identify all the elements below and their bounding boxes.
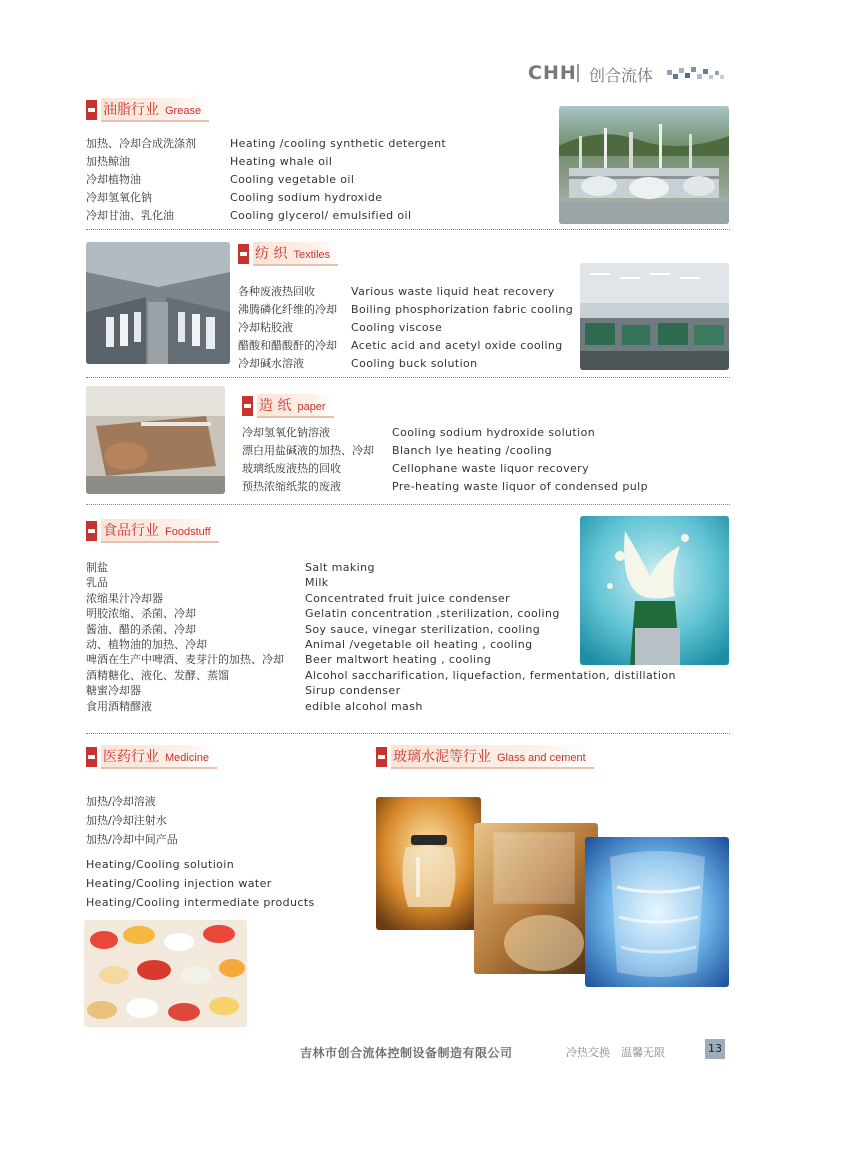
textiles-list-en [351,283,573,373]
list-item: 沸腾磷化纤维的冷却 [238,303,337,316]
list-item: Blanch lye heating /cooling [392,444,553,457]
section-title-cn: 纺 织 [255,246,288,262]
list-item: 醋酸和醋酸酐的冷却 [238,339,337,352]
section-divider [86,377,730,378]
list-item: 酱油、醋的杀菌、冷却 [86,622,196,636]
chh-logo-icon [86,747,97,767]
list-item: Heating /cooling synthetic detergent [230,137,447,150]
list-item: Cooling sodium hydroxide solution [392,426,596,439]
list-item: Milk [305,576,329,590]
brand-mosaic-icon [667,66,725,80]
section-divider [86,504,730,505]
list-item: 啤酒在生产中啤酒、麦芽汁的加热、冷却 [86,653,284,667]
list-item: 食用酒精醪液 [86,699,152,713]
list-item: Animal /vegetable oil heating , cooling [305,637,533,651]
list-item: Sirup condenser [305,684,401,698]
list-item: Soy sauce, vinegar sterilization, cooling [305,622,541,636]
section-divider [86,229,730,230]
list-item: Boiling phosphorization fabric cooling [351,303,574,316]
section-title-cn: 油脂行业 [103,102,159,118]
list-item: 糖蜜冷却器 [86,684,141,698]
list-item: 浓缩果汁冷却器 [86,591,163,605]
paper-list-cn [242,424,374,496]
grease-list-cn [86,135,196,225]
list-item: 冷却碱水溶液 [238,357,304,370]
paper-machine-photo [86,386,225,494]
list-item: Various waste liquid heat recovery [351,285,555,298]
list-item: Cooling sodium hydroxide [230,191,383,204]
glass-jar-photo [376,797,481,930]
list-item: Heating/Cooling injection water [86,877,272,890]
list-item: 加热/冷却中间产品 [86,833,178,846]
slogan: 冷热交换 温馨无限 [566,1046,665,1059]
list-item: 冷却粘胶液 [238,321,293,334]
section-header-medicine [86,745,217,769]
brand-name-cn: 创合流体 [589,66,654,85]
list-item: 加热/冷却注射水 [86,814,167,827]
chh-logo-icon [86,521,97,541]
brand-separator [577,64,579,82]
section-title-cn: 医药行业 [103,749,159,765]
list-item: 冷却氢氧化钠溶液 [242,426,330,439]
section-header-textiles [238,242,338,266]
pills-photo [84,920,247,1027]
textiles-list-cn [238,283,337,373]
list-item: Heating/Cooling intermediate products [86,896,315,909]
list-item: 冷却植物油 [86,173,141,186]
chh-logo-icon [86,100,97,120]
chh-logo-icon [238,244,249,264]
list-item: Cooling buck solution [351,357,478,370]
section-title-cn: 造 纸 [259,398,292,414]
list-item: Heating/Cooling solutioin [86,858,235,871]
list-item: Cooling viscose [351,321,443,334]
section-divider [86,733,730,734]
chh-logo-icon [376,747,387,767]
list-item: Alcohol saccharification, liquefaction, fermentation, distillation [305,668,676,682]
section-header-paper [242,394,334,418]
section-header-foodstuff [86,519,219,543]
list-item: Gelatin concentration ,sterilization, cooling [305,607,560,621]
list-item: 各种废液热回收 [238,285,315,298]
section-title-cn: 玻璃水泥等行业 [393,749,491,765]
section-title-en: paper [297,401,326,413]
list-item: 冷却氢氧化钠 [86,191,152,204]
list-item: Salt making [305,561,375,574]
section-header-grease [86,98,209,122]
list-item: 明胶浓缩、杀菌、冷却 [86,607,196,621]
list-item: Beer maltwort heating , cooling [305,653,492,667]
list-item: Cooling vegetable oil [230,173,355,186]
section-title-en: Glass and cement [497,752,586,764]
medicine-list-cn [86,792,178,849]
blue-glass-photo [585,837,729,987]
list-item: 加热、冷却合成洗涤剂 [86,137,196,150]
glass-vessels-photo [474,823,598,974]
weaving-hall-photo [580,263,729,370]
page-number: 13 [705,1039,725,1059]
brand-logo: CHH [528,62,577,84]
list-item: Heating whale oil [230,155,333,168]
section-header-glass [376,745,594,769]
list-item: 制盐 [86,561,108,574]
list-item: Concentrated fruit juice condenser [305,591,511,605]
foodstuff-list-cn [86,560,284,714]
section-title-en: Medicine [165,752,210,764]
list-item: 酒精糖化、液化、发酵、蒸馏 [86,668,229,682]
refinery-photo [559,106,729,224]
company-name: 吉林市创合流体控制设备制造有限公司 [300,1046,513,1060]
list-item: 冷却甘油、乳化油 [86,209,174,222]
section-title-en: Foodstuff [165,526,211,538]
list-item: 加热/冷却溶液 [86,795,156,808]
list-item: edible alcohol mash [305,699,423,713]
beer-bottle-splash-photo [580,516,729,665]
section-title-en: Textiles [293,249,331,261]
paper-list-en [392,424,648,496]
section-title-en: Grease [165,105,202,117]
list-item: 玻璃纸废液热的回收 [242,462,341,475]
textile-mill-photo [86,242,230,364]
list-item: 乳品 [86,576,108,590]
list-item: Acetic acid and acetyl oxide cooling [351,339,563,352]
chh-logo-icon [242,396,253,416]
list-item: Pre-heating waste liquor of condensed pulp [392,480,648,493]
grease-list-en [230,135,446,225]
list-item: Cooling glycerol/ emulsified oil [230,209,412,222]
medicine-list-en [86,855,315,912]
section-title-cn: 食品行业 [103,523,159,539]
list-item: 预热浓缩纸浆的废液 [242,480,341,493]
list-item: Cellophane waste liquor recovery [392,462,590,475]
list-item: 加热鲸油 [86,155,130,168]
list-item: 动、植物油的加热、冷却 [86,637,207,651]
list-item: 漂白用盐碱液的加热、冷却 [242,444,374,457]
